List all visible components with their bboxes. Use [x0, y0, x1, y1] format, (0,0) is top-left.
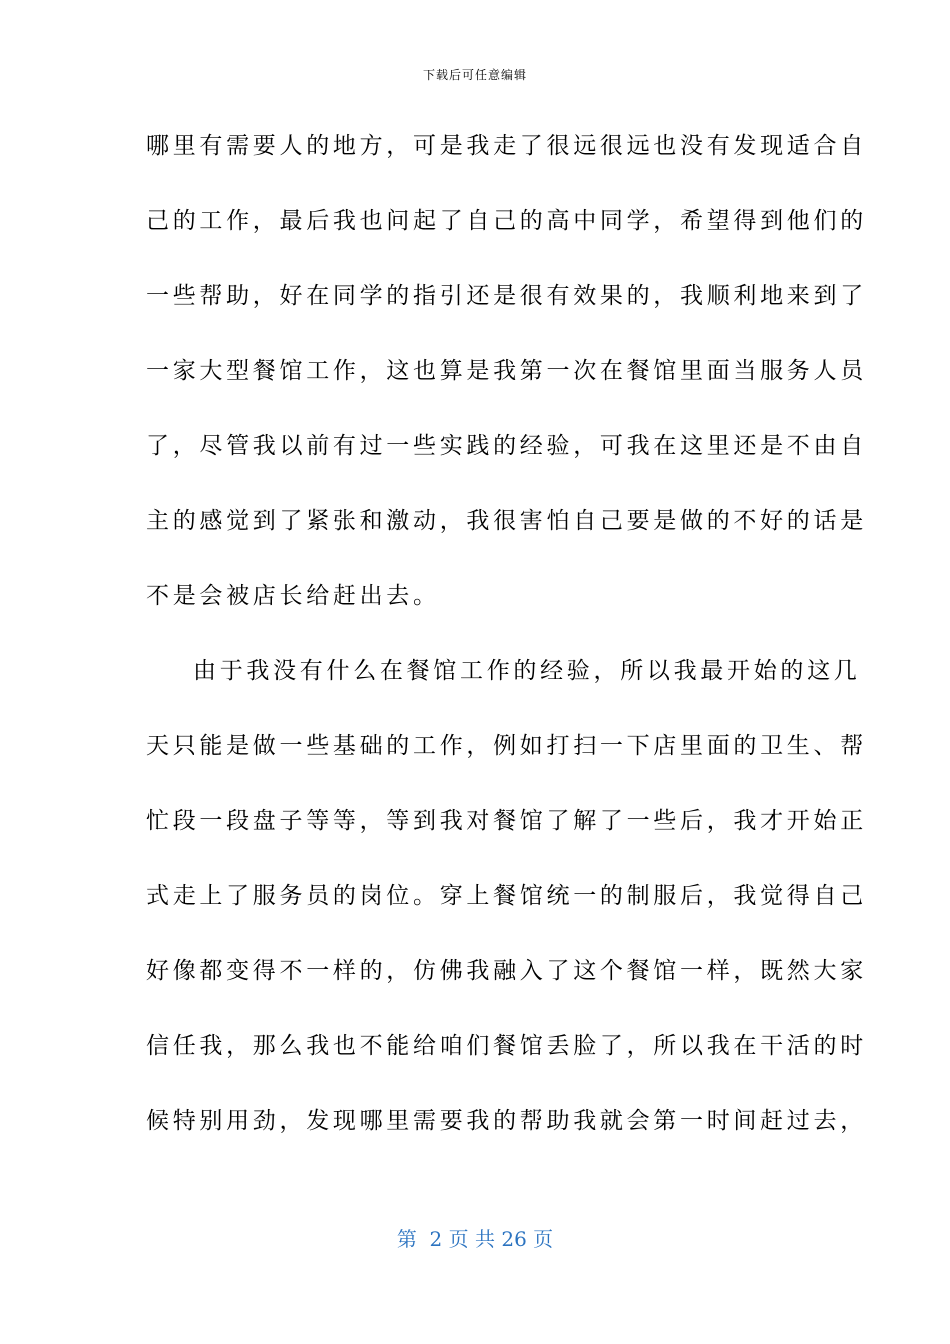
paragraph-first-line: 由于我没有什么在餐馆工作的经验，所以我最开始的这几 [193, 658, 861, 684]
text-line: 不是会被店长给赶出去。 [146, 583, 440, 609]
text-line: 哪里有需要人的地方，可是我走了很远很远也没有发现适合自 [146, 133, 867, 159]
text-line: 好像都变得不一样的，仿佛我融入了这个餐馆一样，既然大家 [146, 958, 867, 984]
text-line: 了，尽管我以前有过一些实践的经验，可我在这里还是不由自 [146, 433, 867, 459]
text-line: 天只能是做一些基础的工作，例如打扫一下店里面的卫生、帮 [146, 733, 867, 759]
text-line: 忙段一段盘子等等，等到我对餐馆了解了一些后，我才开始正 [146, 808, 867, 834]
text-line: 一些帮助，好在同学的指引还是很有效果的，我顺利地来到了 [146, 283, 867, 309]
text-line: 信任我，那么我也不能给咱们餐馆丢脸了，所以我在干活的时 [146, 1033, 867, 1059]
document-body [146, 126, 867, 1176]
text-line: 主的感觉到了紧张和激动，我很害怕自己要是做的不好的话是 [146, 508, 867, 534]
text-line: 候特别用劲，发现哪里需要我的帮助我就会第一时间赶过去， [146, 1108, 867, 1134]
text-line: 式走上了服务员的岗位。穿上餐馆统一的制服后，我觉得自己 [146, 883, 867, 909]
header-note: 下载后可任意编辑 [422, 68, 527, 82]
page-number-footer: 第 2 页 共 26 页 [396, 1227, 554, 1251]
text-line: 一家大型餐馆工作，这也算是我第一次在餐馆里面当服务人员 [146, 358, 867, 384]
text-line: 己的工作，最后我也问起了自己的高中同学，希望得到他们的 [146, 208, 867, 234]
